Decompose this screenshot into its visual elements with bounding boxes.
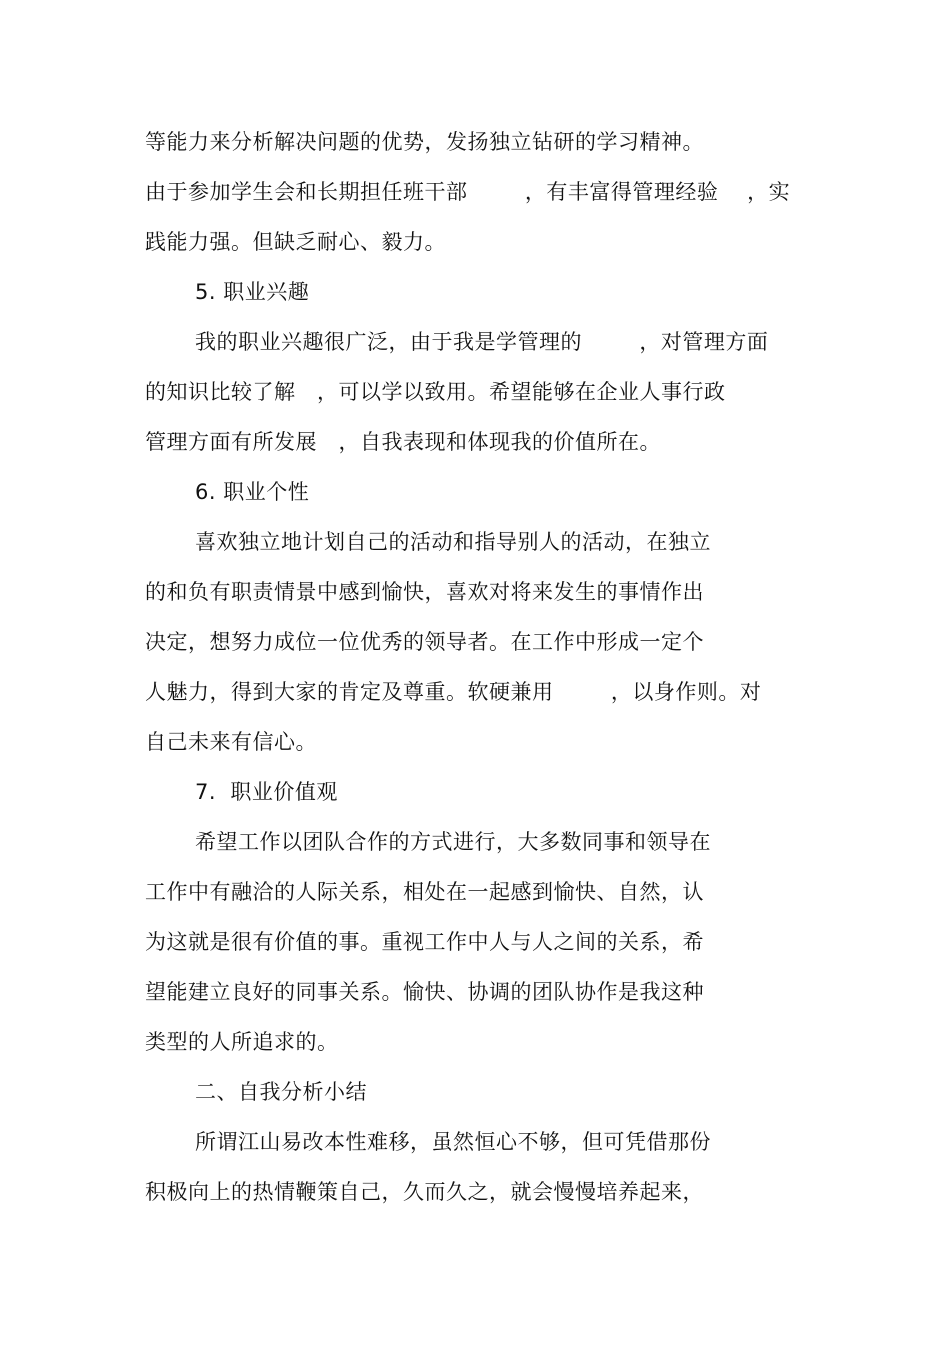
- paragraph-line: 所谓江山易改本性难移，虽然恒心不够，但可凭借那份: [195, 1130, 711, 1154]
- section-heading: 7. 职业价值观: [195, 780, 338, 804]
- paragraph-line: 由于参加学生会和长期担任班干部 ，有丰富得管理经验 ，实: [145, 180, 791, 204]
- paragraph-line: 积极向上的热情鞭策自己，久而久之，就会慢慢培养起来，: [145, 1180, 704, 1204]
- paragraph-line: 践能力强。但缺乏耐心、毅力。: [145, 230, 446, 254]
- paragraph-line: 希望工作以团队合作的方式进行，大多数同事和领导在: [195, 830, 711, 854]
- paragraph-line: 工作中有融洽的人际关系，相处在一起感到愉快、自然，认: [145, 880, 704, 904]
- paragraph-line: 的和负有职责情景中感到愉快，喜欢对将来发生的事情作出: [145, 580, 704, 604]
- paragraph-line: 望能建立良好的同事关系。愉快、协调的团队协作是我这种: [145, 980, 704, 1004]
- section-heading: 6. 职业个性: [195, 480, 310, 504]
- paragraph-line: 喜欢独立地计划自己的活动和指导别人的活动，在独立: [195, 530, 711, 554]
- section-heading: 5. 职业兴趣: [195, 280, 310, 304]
- paragraph-line: 管理方面有所发展 ，自我表现和体现我的价值所在。: [145, 430, 662, 454]
- paragraph-line: 我的职业兴趣很广泛，由于我是学管理的 ，对管理方面: [195, 330, 769, 354]
- paragraph-line: 等能力来分析解决问题的优势，发扬独立钻研的学习精神。: [145, 130, 704, 154]
- paragraph-line: 的知识比较了解 ，可以学以致用。希望能够在企业人事行政: [145, 380, 726, 404]
- section-heading: 二、自我分析小结: [195, 1080, 367, 1104]
- paragraph-line: 类型的人所追求的。: [145, 1030, 339, 1054]
- paragraph-line: 为这就是很有价值的事。重视工作中人与人之间的关系，希: [145, 930, 704, 954]
- paragraph-line: 决定，想努力成位一位优秀的领导者。在工作中形成一定个: [145, 630, 704, 654]
- paragraph-line: 人魅力，得到大家的肯定及尊重。软硬兼用 ，以身作则。对: [145, 680, 762, 704]
- paragraph-line: 自己未来有信心。: [145, 730, 317, 754]
